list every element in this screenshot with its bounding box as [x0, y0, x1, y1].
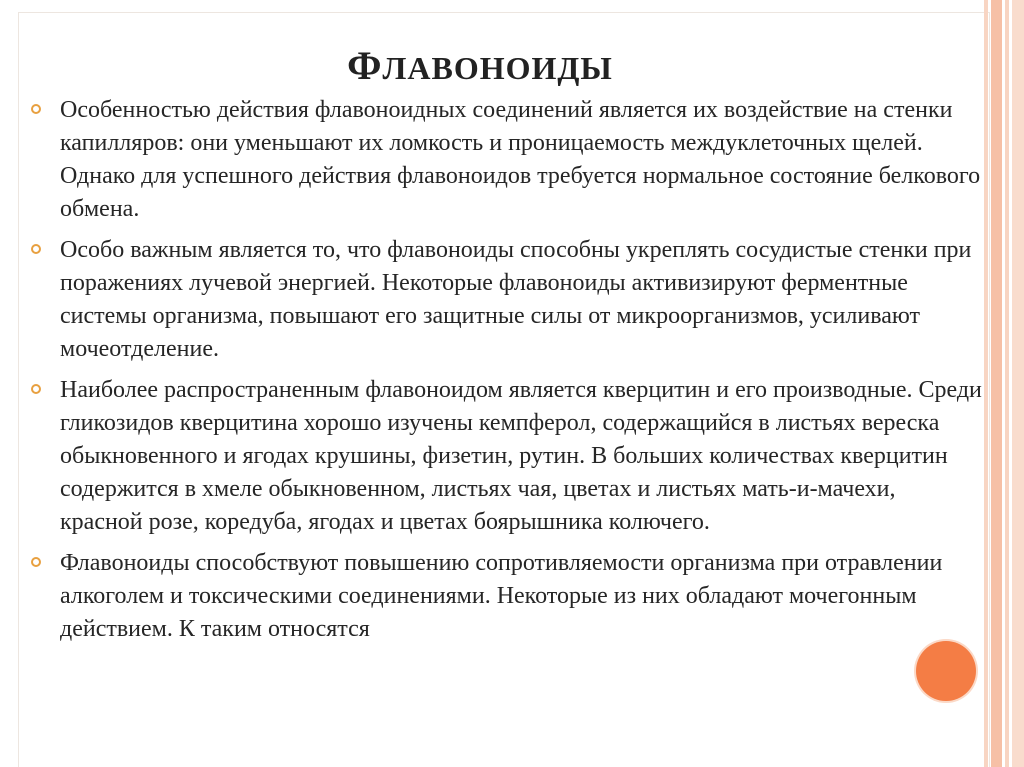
bullet-paragraph-2 — [30, 234, 982, 366]
stripe — [984, 0, 988, 767]
paragraph-text: Флавоноиды способствуют повышению сопротивляемости организма при отравлении алкоголем и токсическими соединениями. Некоторые из них обладают мочегонным действием. К таким относятся — [60, 550, 943, 642]
paragraph-text: Особо важным является то, что флавоноиды способны укреплять сосудистые стенки при поражениях лучевой энергией. Некоторые флавоноиды активизируют ферментные системы организма, повышают его защитные силы от микроорганизмов, усиливают мочеотделение. — [60, 237, 972, 362]
bullet-paragraph-3 — [30, 374, 982, 539]
title-rest: ЛАВОНОИДЫ — [382, 50, 613, 86]
decorative-stripes — [984, 0, 1024, 767]
decorative-circle — [916, 641, 976, 701]
slide-title — [0, 42, 960, 89]
title-initial: Ф — [347, 43, 383, 88]
circle-bullet-icon — [31, 384, 41, 394]
stripe — [991, 0, 1002, 767]
stripe — [1012, 0, 1024, 767]
paragraph-text: Наиболее распространенным флавоноидом является кверцитин и его производные. Среди гликозидов кверцитина хорошо изучены кемпферол, содержащийся в листьях вереска обыкновенного и ягодах крушины, физетин, рутин. В больших количествах кверцитин содержится в хмеле обыкновенном, листьях чая, цветах и листьях мать-и-мачехи, красной розе, коредуба, ягодах и цветах боярышника колючего. — [60, 377, 982, 535]
circle-bullet-icon — [31, 244, 41, 254]
circle-bullet-icon — [31, 104, 41, 114]
bullet-list — [30, 94, 982, 654]
bullet-paragraph-4 — [30, 547, 982, 646]
paragraph-text: Особенностью действия флавоноидных соединений является их воздействие на стенки капилляров: они уменьшают их ломкость и проницаемость междуклеточных щелей. Однако для успешного действия флавоноидов требуется нормальное состояние белкового обмена. — [60, 97, 981, 222]
stripe — [1005, 0, 1009, 767]
circle-bullet-icon — [31, 557, 41, 567]
bullet-paragraph-1 — [30, 94, 982, 226]
